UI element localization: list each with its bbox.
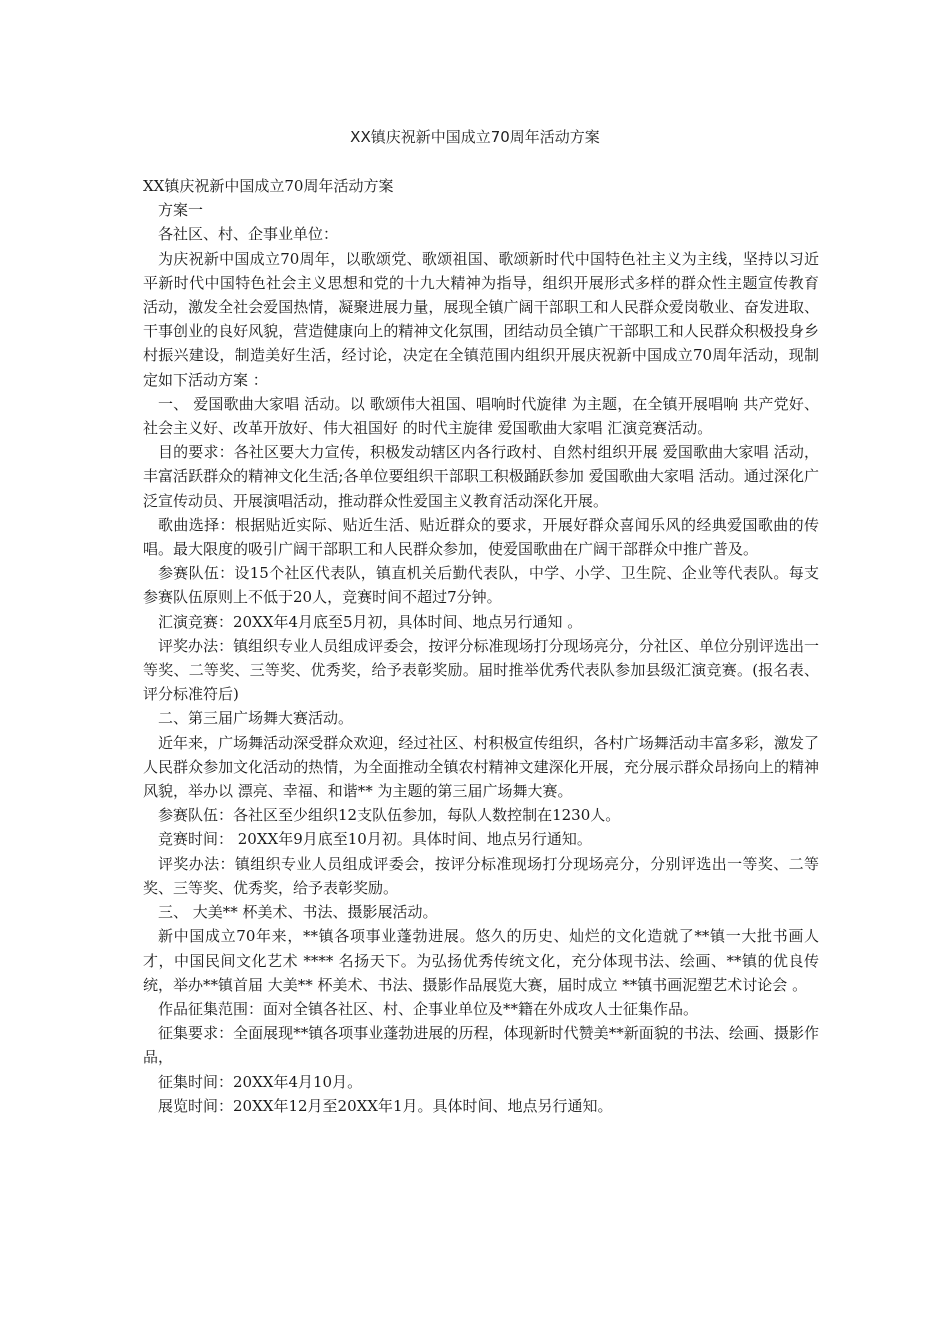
- paragraph: 三、 大美** 杯美术、书法、摄影展活动。: [158, 903, 438, 922]
- paragraph: 征集要求：全面展现**镇各项事业蓬勃进展的历程，体现新时代赞美**新面貌的书法、绘画、摄影作品，: [143, 1024, 819, 1067]
- paragraph: 评奖办法：镇组织专业人员组成评委会，按评分标准现场打分现场亮分，分别评选出一等奖、二等奖、三等奖、优秀奖，给予表彰奖励。: [143, 854, 819, 897]
- paragraph: 为庆祝新中国成立70周年，以歌颂党、歌颂祖国、歌颂新时代中国特色社主义为主线，坚持以习近平新时代中国特色社会主义思想和党的十九大精神为指导，组织开展形式多样的群众性主题宣传教育 活动，激发全社会爱国热情，凝聚进展力量，展现全镇广阔干部职工和人民群众爱岗敬业、奋发进取、干事创业的良好风貌，营造健康向上的精神文化氛围，团结动员全镇广干部职工和人民群众积极投身乡村振兴建设，制造美好生活，经讨论，决定在全镇范围内组织开展庆祝新中国成立70周年活动，现制定如下活动方案 ：: [143, 249, 819, 389]
- paragraph: 新中国成立70年来，**镇各项事业蓬勃进展。悠久的历史、灿烂的文化造就了**镇一大批书画人才，中国民间文化艺术 **** 名扬天下。为弘扬优秀传统文化，充分体现书法、绘画、**镇的优良传统，举办**镇首届 大美** 杯美术、书法、摄影作品展览大赛，届时成立 **镇书画泥塑艺术讨论会 。: [143, 927, 819, 994]
- paragraph: 近年来，广场舞活动深受群众欢迎，经过社区、村积极宣传组织，各村广场舞活动丰富多彩，激发了人民群众参加文化活动的热情，为全面推动全镇农村精神文建深化开展，充分展示群众昂扬向上的精神风貌，举办以 漂亮、幸福、和谐** 为主题的第三届广场舞大赛。: [143, 733, 819, 801]
- document-body: [143, 174, 819, 1118]
- body-heading: XX镇庆祝新中国成立70周年活动方案: [143, 177, 394, 195]
- paragraph: 参赛队伍：设15个社区代表队，镇直机关后勤代表队，中学、小学、卫生院、企业等代表队。每支参赛队伍原则上不低于20人，竞赛时间不超过7分钟。: [143, 564, 819, 607]
- paragraph: 歌曲选择：根据贴近实际、贴近生活、贴近群众的要求，开展好群众喜闻乐风的经典爱国歌曲的传唱。最大限度的吸引广阔干部职工和人民群众参加，使爱国歌曲在广阔干部群众中推广普及。: [143, 515, 819, 559]
- paragraph: 各社区、村、企事业单位：: [158, 225, 339, 244]
- paragraph: 展览时间：20XX年12月至20XX年1月。具体时间、地点另行通知。: [158, 1096, 613, 1115]
- document-title: XX镇庆祝新中国成立70周年活动方案: [350, 128, 600, 146]
- paragraph: 评奖办法：镇组织专业人员组成评委会，按评分标准现场打分现场亮分，分社区、单位分别评选出一等奖、二等奖、三等奖、优秀奖，给予表彰奖励。届时推举优秀代表队参加县级汇演竞赛。(报名表、评分标准符后): [143, 636, 819, 704]
- paragraph: 汇演竞赛：20XX年4月底至5月初，具体时间、地点另行通知 。: [158, 612, 583, 631]
- paragraph: 作品征集范围：面对全镇各社区、村、企事业单位及**籍在外成攻人士征集作品。: [158, 999, 699, 1018]
- paragraph: 二、第三届广场舞大赛活动。: [158, 709, 354, 728]
- paragraph: 征集时间：20XX年4月10月。: [158, 1072, 363, 1091]
- paragraph: 参赛队伍：各社区至少组织12支队伍参加，每队人数控制在1230人。: [158, 806, 621, 825]
- paragraph: 目的要求：各社区要大力宣传，积极发动辖区内各行政村、自然村组织开展 爱国歌曲大家唱 活动，丰富活跃群众的精神文化生活;各单位要组织干部职工积极踊跃参加 爱国歌曲大家唱 活动。通过深化广泛宣传动员、开展演唱活动，推动群众性爱国主义教育活动深化开展。: [143, 443, 819, 510]
- paragraph: 竞赛时间： 20XX年9月底至10月初。具体时间、地点另行通知。: [158, 830, 592, 849]
- paragraph: 方案一: [158, 201, 204, 220]
- paragraph: 一、 爱国歌曲大家唱 活动。以 歌颂伟大祖国、唱响时代旋律 为主题，在全镇开展唱响 共产党好、社会主义好、改革开放好、伟大祖国好 的时代主旋律 爱国歌曲大家唱 汇演竞赛活动。: [143, 394, 819, 438]
